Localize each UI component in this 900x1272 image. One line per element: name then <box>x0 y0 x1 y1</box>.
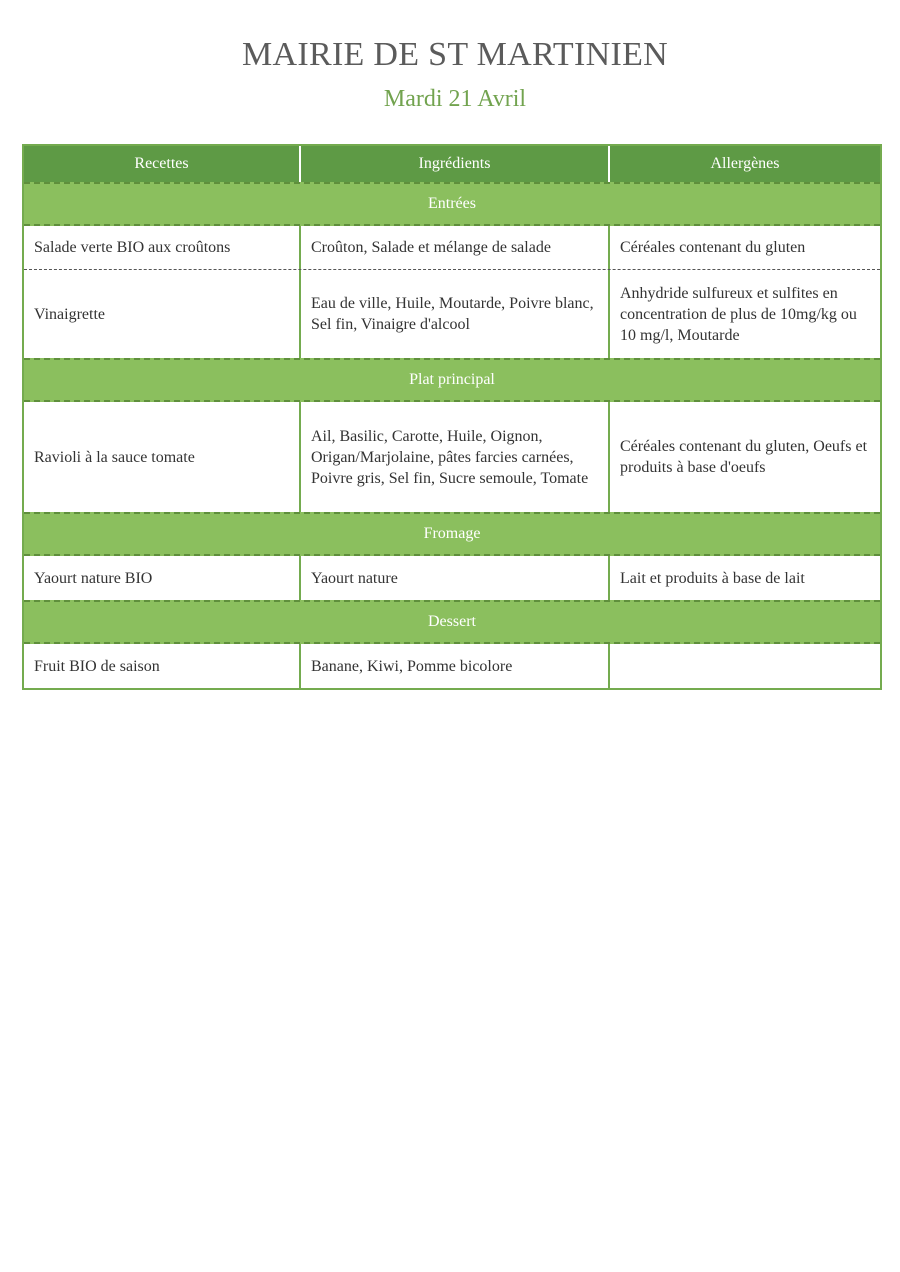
table-row <box>24 644 880 688</box>
ingredients-cell <box>301 226 610 269</box>
recipe-text: Vinaigrette <box>34 305 106 323</box>
ingredients-text: Yaourt nature <box>311 569 398 587</box>
header-allergenes: Allergènes <box>710 155 780 172</box>
ingredients-cell <box>301 270 610 358</box>
table-row <box>24 556 880 600</box>
table-row <box>24 402 880 512</box>
table-header-row <box>24 146 880 182</box>
recipe-cell <box>24 402 301 512</box>
recipe-text: Yaourt nature BIO <box>34 569 153 587</box>
recipe-cell <box>24 556 301 600</box>
allergens-cell <box>610 556 880 600</box>
header-recettes: Recettes <box>24 146 301 182</box>
allergens-cell <box>610 402 880 512</box>
allergens-cell <box>610 270 880 358</box>
table-row <box>24 270 880 358</box>
section-entrees: Entrées <box>24 182 880 226</box>
allergens-text: Céréales contenant du gluten <box>620 239 806 256</box>
ingredients-cell <box>301 402 610 512</box>
section-plat-principal: Plat principal <box>24 358 880 402</box>
allergens-cell <box>610 226 880 269</box>
header-ingredients: Ingrédients <box>301 146 610 182</box>
recipe-cell <box>24 270 301 358</box>
recipe-cell <box>24 644 301 688</box>
page-subtitle: Mardi 21 Avril <box>383 86 527 112</box>
allergens-text: Céréales contenant du gluten, Oeufs et produits à base d'oeufs <box>620 438 868 476</box>
ingredients-text: Eau de ville, Huile, Moutarde, Poivre blanc, Sel fin, Vinaigre d'alcool <box>311 295 594 333</box>
recipe-text: Fruit BIO de saison <box>34 657 160 675</box>
recipe-cell <box>24 226 301 269</box>
allergens-text: Lait et produits à base de lait <box>620 569 805 587</box>
ingredients-cell <box>301 644 610 688</box>
ingredients-text: Croûton, Salade et mélange de salade <box>311 239 551 256</box>
allergens-text: Anhydride sulfureux et sulfites en concentration de plus de 10mg/kg ou 10 mg/l, Moutarde <box>620 284 857 344</box>
section-fromage: Fromage <box>24 512 880 556</box>
ingredients-cell <box>301 556 610 600</box>
recipe-text: Salade verte BIO aux croûtons <box>34 239 231 256</box>
allergens-cell <box>610 644 880 688</box>
ingredients-text: Ail, Basilic, Carotte, Huile, Oignon, Origan/Marjolaine, pâtes farcies carnées, Poivre gris, Sel fin, Sucre semoule, Tomate <box>311 427 589 487</box>
page-title: MAIRIE DE ST MARTINIEN <box>241 36 669 73</box>
table-row <box>24 226 880 270</box>
ingredients-text: Banane, Kiwi, Pomme bicolore <box>311 657 513 675</box>
menu-table <box>22 144 882 690</box>
section-dessert: Dessert <box>24 600 880 644</box>
recipe-text: Ravioli à la sauce tomate <box>34 448 195 466</box>
